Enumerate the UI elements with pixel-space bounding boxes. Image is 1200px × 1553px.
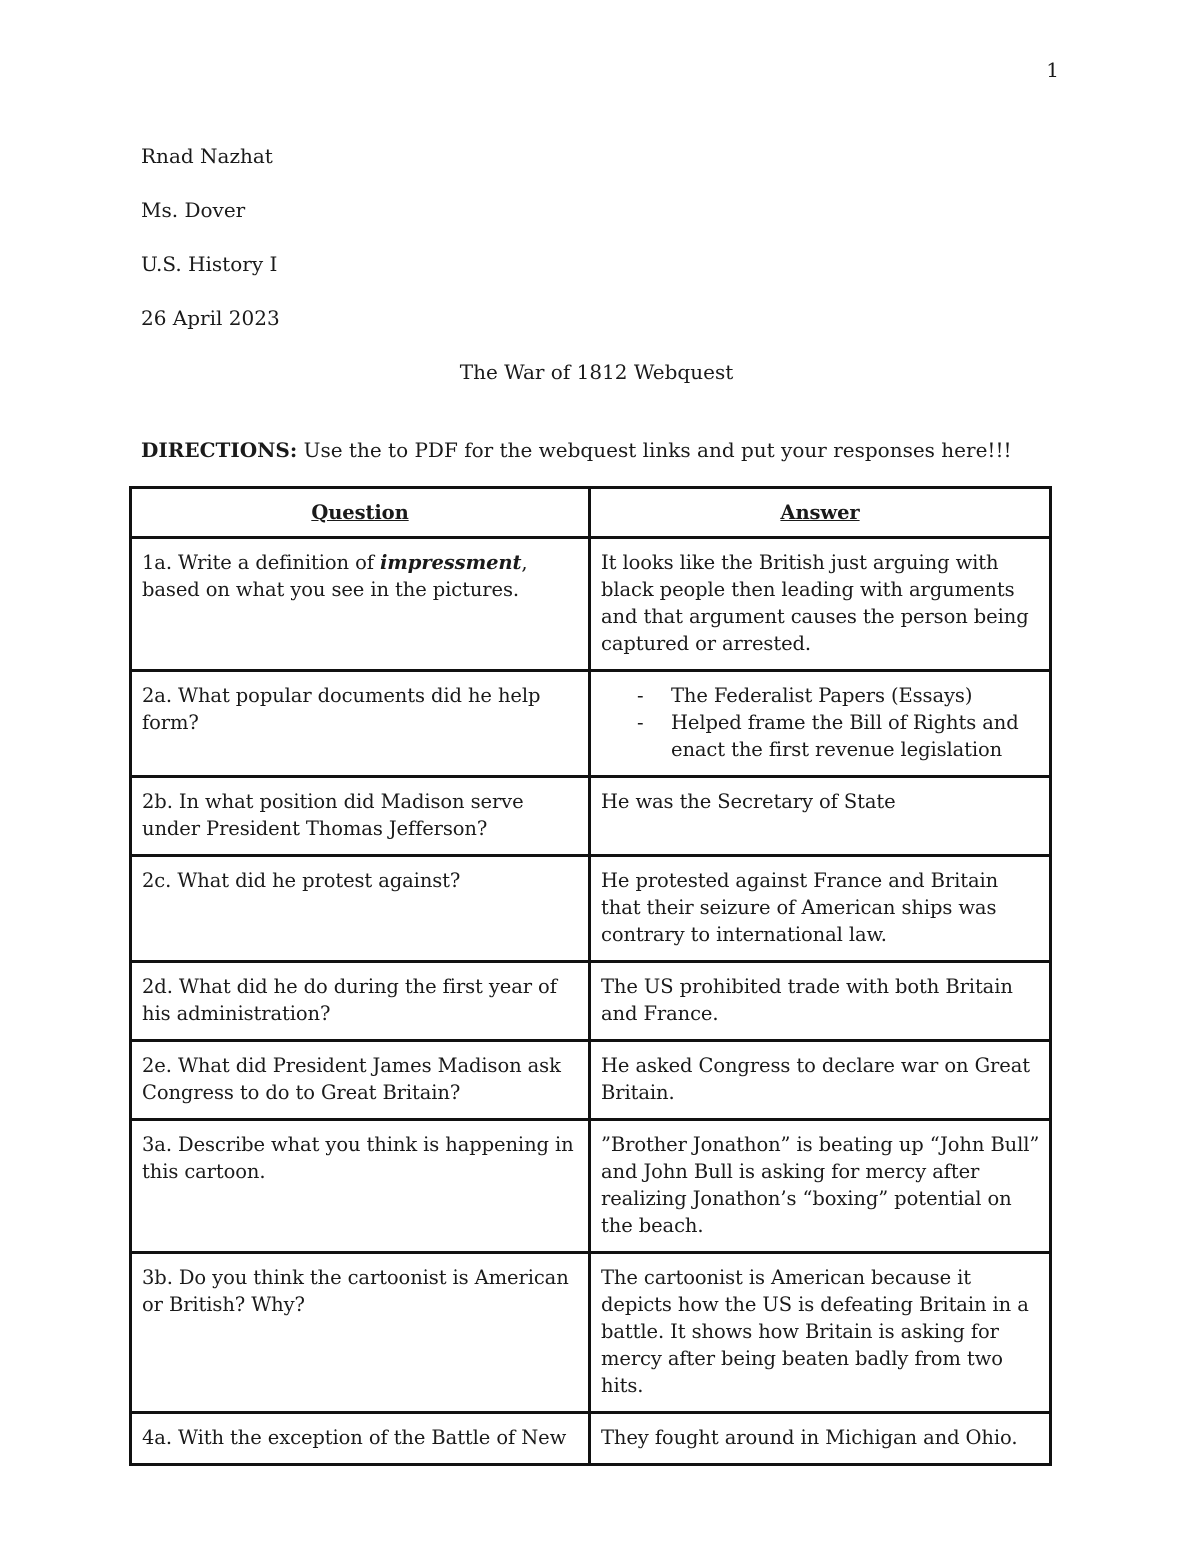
course-name: U.S. History I	[141, 252, 278, 276]
answer-cell: They fought around in Michigan and Ohio.	[590, 1413, 1051, 1465]
question-text: , based on what you see in the pictures.	[142, 551, 528, 601]
dash-bullet: -	[637, 684, 644, 707]
answer-cell	[590, 671, 1051, 777]
question-term: impressment	[379, 551, 522, 574]
question-cell: 2d. What did he do during the first year of his administration?	[131, 962, 590, 1041]
answer-cell: The US prohibited trade with both Britain and France.	[590, 962, 1051, 1041]
answer-header: Answer	[590, 488, 1051, 538]
list-item	[601, 709, 1040, 763]
question-cell: 4a. With the exception of the Battle of New	[131, 1413, 590, 1465]
table-row	[131, 1120, 1051, 1253]
table-row	[131, 777, 1051, 856]
question-header: Question	[131, 488, 590, 538]
table-row	[131, 538, 1051, 671]
table-row	[131, 856, 1051, 962]
list-item-text: Helped frame the Bill of Rights and enact the first revenue legislation	[671, 711, 1019, 761]
answer-cell: ”Brother Jonathon” is beating up “John Bull” and John Bull is asking for mercy after realizing Jonathon’s “boxing” potential on the beach.	[590, 1120, 1051, 1253]
student-header	[141, 142, 280, 358]
directions	[141, 436, 1012, 464]
answer-cell: It looks like the British just arguing with black people then leading with arguments and that argument causes the person being captured or arrested.	[590, 538, 1051, 671]
table-row	[131, 671, 1051, 777]
answer-cell: The cartoonist is American because it depicts how the US is defeating Britain in a battle. It shows how Britain is asking for mercy after being beaten badly from two hits.	[590, 1253, 1051, 1413]
question-cell: 2b. In what position did Madison serve under President Thomas Jefferson?	[131, 777, 590, 856]
question-text: 1a. Write a definition of	[142, 551, 380, 574]
question-cell: 2a. What popular documents did he help form?	[131, 671, 590, 777]
directions-text: Use the to PDF for the webquest links and put your responses here!!!	[297, 438, 1012, 462]
dash-bullet: -	[637, 711, 644, 734]
question-cell	[131, 538, 590, 671]
list-item-text: The Federalist Papers (Essays)	[671, 684, 973, 707]
answer-cell: He protested against France and Britain that their seizure of American ships was contrary to international law.	[590, 856, 1051, 962]
answer-list	[601, 682, 1040, 763]
qa-table	[129, 486, 1052, 1466]
student-name: Rnad Nazhat	[141, 144, 273, 168]
list-item	[601, 682, 1040, 709]
directions-label: DIRECTIONS:	[141, 438, 298, 462]
answer-cell: He asked Congress to declare war on Great Britain.	[590, 1041, 1051, 1120]
question-cell: 2c. What did he protest against?	[131, 856, 590, 962]
teacher-name: Ms. Dover	[141, 198, 246, 222]
table-row	[131, 1041, 1051, 1120]
question-cell: 3b. Do you think the cartoonist is American or British? Why?	[131, 1253, 590, 1413]
table-row	[131, 1253, 1051, 1413]
table-row	[131, 962, 1051, 1041]
table-header-row	[131, 488, 1051, 538]
page-number: 1	[1046, 58, 1059, 82]
document-title: The War of 1812 Webquest	[459, 360, 734, 384]
question-cell: 2e. What did President James Madison ask Congress to do to Great Britain?	[131, 1041, 590, 1120]
question-cell: 3a. Describe what you think is happening in this cartoon.	[131, 1120, 590, 1253]
table-row	[131, 1413, 1051, 1465]
date: 26 April 2023	[141, 306, 280, 330]
answer-cell: He was the Secretary of State	[590, 777, 1051, 856]
